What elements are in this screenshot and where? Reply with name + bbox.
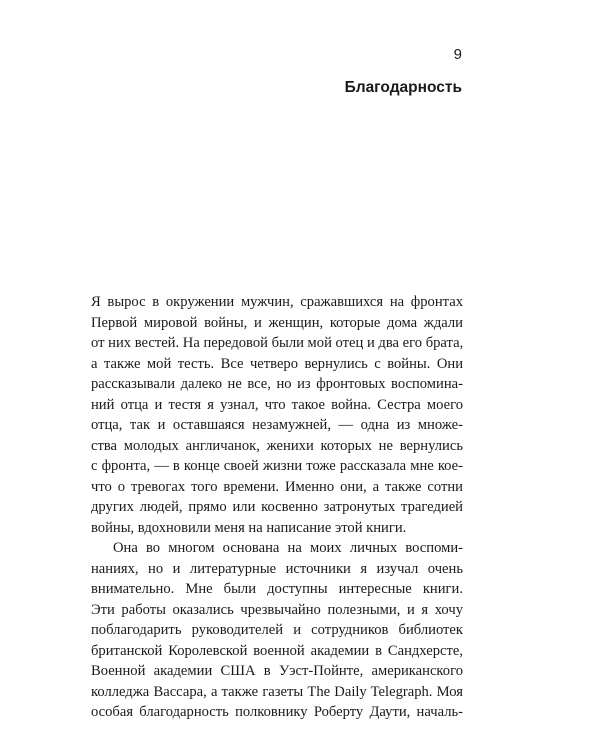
text-line: британской Королевской военной академии в Сандхерсте, <box>91 642 463 659</box>
text-line: что о тревогах того времени. Именно они, а также сотни <box>91 478 463 495</box>
text-line: колледжа Вассара, а также газеты The Daily Telegraph. Моя <box>91 683 463 700</box>
text-line: от них вестей. На передовой были мой отец и два его брата, <box>91 335 464 351</box>
text-line: Военной академии США в Уэст-Пойнте, американского <box>91 663 463 679</box>
chapter-title: Благодарность <box>344 79 462 96</box>
text-line: других людей, прямо или косвенно затронутых трагедией <box>91 499 463 515</box>
text-line: ний отца и тестя я узнал, что такое война. Сестра моего <box>91 396 463 413</box>
text-line: с фронта, — в конце своей жизни тоже рассказала мне кое- <box>91 458 463 474</box>
text-line: внимательно. Мне были доступны интересные книги. <box>91 581 463 597</box>
text-line: Она во многом основана на моих личных воспоми- <box>113 540 463 556</box>
text-line: рассказывали далеко не все, но из фронтовых воспомина- <box>91 376 463 392</box>
text-line: поблагодарить руководителей и сотрудников библиотек <box>91 622 463 638</box>
text-line: войны, вдохновили меня на написание этой книги. <box>91 519 407 536</box>
text-line: Первой мировой войны, и женщин, которые дома ждали <box>91 314 463 331</box>
body-text <box>91 292 463 723</box>
text-line: отца, так и оставшаяся незамужней, — одна из множе- <box>91 417 463 433</box>
text-line: Я вырос в окружении мужчин, сражавшихся на фронтах <box>91 294 463 310</box>
page-number: 9 <box>453 46 462 63</box>
text-line: особая благодарность полковнику Роберту Даути, началь- <box>91 704 463 720</box>
text-line: наниях, но и литературные источники я изучал очень <box>91 560 463 577</box>
text-line: а также мой тесть. Все четверо вернулись с войны. Они <box>91 355 463 372</box>
text-line: Эти работы оказались чрезвычайно полезными, и я хочу <box>91 601 463 618</box>
text-line: ства молодых англичанок, женихи которых не вернулись <box>91 437 463 454</box>
